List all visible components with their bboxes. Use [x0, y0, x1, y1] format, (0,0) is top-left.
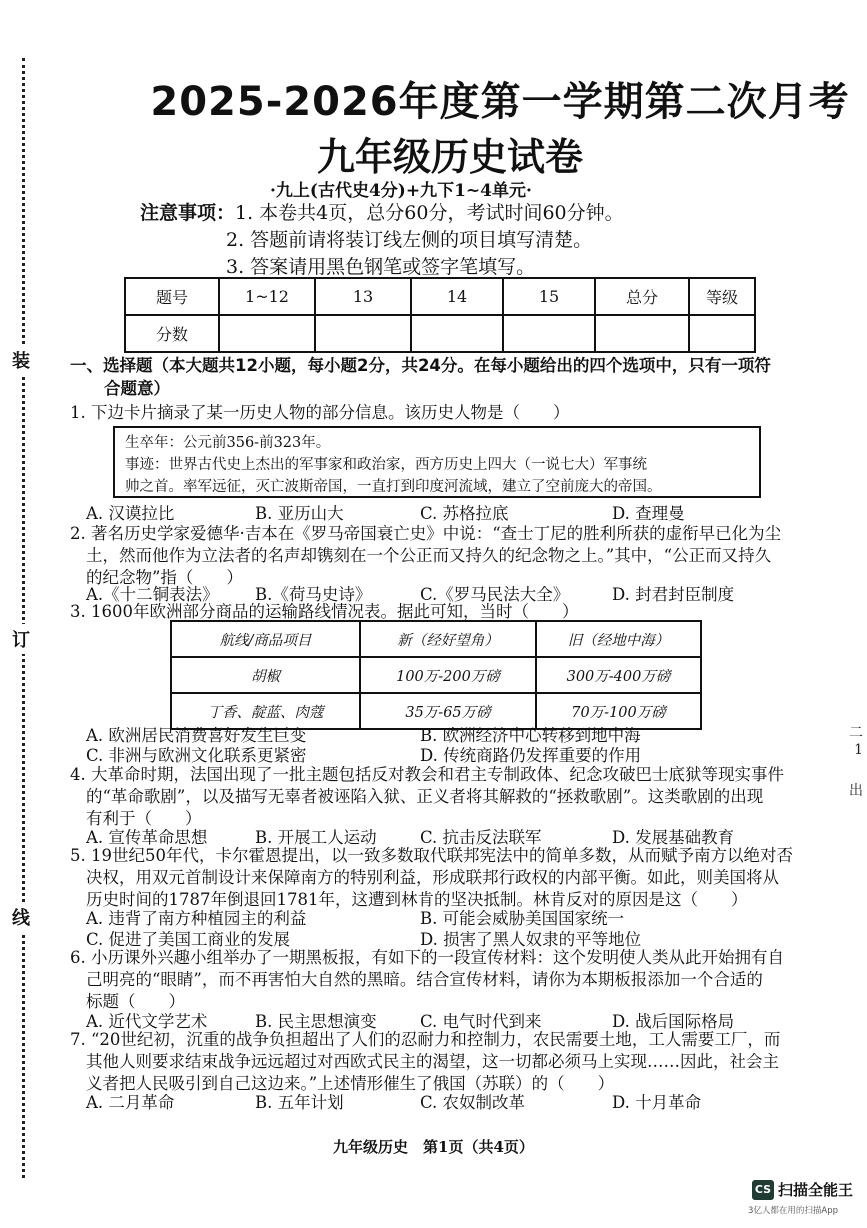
score-header-cell: 总分 — [595, 278, 689, 315]
option[interactable]: C. 抗击反法联军 — [420, 828, 542, 847]
option[interactable]: A.《十二铜表法》 — [86, 585, 219, 604]
edge-mark-2: 1 — [854, 742, 863, 758]
question-5-options-row1 — [0, 905, 745, 927]
card-line: 事迹：世界古代史上杰出的军事家和政治家，西方历史上四大（一说七大）军事统 — [125, 457, 647, 473]
option[interactable]: C. 农奴制改革 — [420, 1093, 526, 1112]
option[interactable]: D. 损害了黑人奴隶的平等地位 — [420, 930, 642, 949]
question-5-options-row2 — [0, 926, 745, 948]
option[interactable]: A. 近代文学艺术 — [86, 1012, 208, 1031]
binding-label-xian: 线 — [12, 902, 30, 932]
stem-line: 有利于（ ） — [86, 809, 202, 828]
question-6-stem — [70, 947, 815, 1013]
score-table — [124, 277, 756, 353]
score-header-cell: 1~12 — [219, 278, 315, 315]
question-4-stem — [70, 764, 815, 830]
trade-table-header — [171, 621, 701, 657]
option[interactable]: B. 亚历山大 — [255, 504, 344, 523]
exam-notes — [140, 200, 624, 281]
stem-line: 的纪念物”指（ ） — [86, 568, 243, 587]
score-header-cell: 等级 — [689, 278, 755, 315]
section-title-line: 一、选择题（本大题共12小题，每小题2分，共24分。在每小题给出的四个选项中，只有一项符 — [70, 356, 771, 375]
question-2-options — [0, 581, 745, 603]
binding-label-zhuang: 装 — [12, 345, 30, 375]
option[interactable]: B. 欧洲经济中心转移到地中海 — [420, 726, 641, 745]
question-1-stem: 1. 下边卡片摘录了某一历史人物的部分信息。该历史人物是（ ） — [70, 403, 570, 422]
card-line: 生卒年：公元前356-前323年。 — [125, 435, 331, 451]
trade-cell: 100万-200万磅 — [360, 657, 536, 693]
camscanner-logo-icon: CS — [752, 1180, 774, 1200]
score-cell[interactable] — [503, 315, 595, 352]
question-3-stem: 3. 1600年欧洲部分商品的运输路线情况表。据此可知，当时（ ） — [70, 602, 579, 621]
camscanner-tagline: 3亿人都在用的扫描App — [748, 1206, 839, 1216]
trade-table-row — [171, 657, 701, 693]
section-title-line: 合题意） — [104, 379, 170, 398]
stem-line: 2. 著名历史学家爱德华·吉本在《罗马帝国衰亡史》中说：“查士丁尼的胜利所获的虚衔早已化为尘 — [70, 524, 782, 543]
stem-line: 4. 大革命时期，法国出现了一批主题包括反对教会和君主专制政体、纪念攻破巴士底狱等现实事件 — [70, 765, 784, 784]
stem-line: 5. 19世纪50年代，卡尔霍恩提出，以一致多数取代联邦宪法中的简单多数，从而赋予南方以绝对否 — [70, 846, 793, 865]
note-item: 2. 答题前请将装订线左侧的项目填写清楚。 — [226, 229, 593, 251]
edge-mark-3: 出 — [849, 783, 863, 799]
option[interactable]: D. 十月革命 — [612, 1093, 702, 1112]
option[interactable]: D. 封君封臣制度 — [612, 585, 735, 604]
option[interactable]: A. 二月革命 — [86, 1093, 175, 1112]
page-footer: 九年级历史 第1页（共4页） — [333, 1138, 534, 1156]
stem-line: 6. 小历课外兴趣小组举办了一期黑板报，有如下的一段宣传材料：这个发明使人类从此开始拥有自 — [70, 948, 784, 967]
option[interactable]: C.《罗马民法大全》 — [420, 585, 570, 604]
question-7-stem — [70, 1029, 815, 1095]
score-header-cell: 14 — [411, 278, 503, 315]
option[interactable]: D. 查理曼 — [612, 504, 685, 523]
trade-cell: 丁香、靛蓝、肉蔻 — [171, 693, 360, 729]
score-header-cell: 题号 — [125, 278, 219, 315]
trade-cell: 胡椒 — [171, 657, 360, 693]
question-7-options — [0, 1089, 745, 1111]
note-item: 3. 答案请用黑色钢笔或签字笔填写。 — [226, 256, 536, 278]
score-row-label: 分数 — [125, 315, 219, 352]
option[interactable]: C. 促进了美国工商业的发展 — [86, 930, 291, 949]
question-3-options-row2 — [0, 742, 745, 764]
score-cell[interactable] — [219, 315, 315, 352]
option[interactable]: A. 汉谟拉比 — [86, 504, 175, 523]
score-header-cell: 15 — [503, 278, 595, 315]
score-cell[interactable] — [315, 315, 411, 352]
exam-subtitle: 九年级历史试卷 — [316, 135, 583, 179]
question-1-card — [113, 426, 761, 498]
trade-header-cell: 航线/商品项目 — [171, 621, 360, 657]
option[interactable]: A. 欧洲居民消费喜好发生巨变 — [86, 726, 307, 745]
card-line: 帅之首。率军远征，灭亡波斯帝国，一直打到印度河流域，建立了空前庞大的帝国。 — [125, 479, 662, 495]
camscanner-name: 扫描全能王 — [778, 1181, 854, 1199]
stem-line: 土，然而他作为立法者的名声却镌刻在一个公正而又持久的纪念物之上。”其中，“公正而又持久 — [86, 546, 772, 565]
notes-label: 注意事项： — [140, 202, 236, 224]
question-5-stem — [70, 845, 815, 911]
note-item: 1. 本卷共4页，总分60分，考试时间60分钟。 — [235, 202, 624, 224]
question-3-options-row1 — [0, 722, 745, 744]
score-table-score-row — [125, 315, 755, 352]
option[interactable]: C. 苏格拉底 — [420, 504, 509, 523]
option[interactable]: D. 传统商路仍发挥重要的作用 — [420, 746, 642, 765]
stem-line: 决权，用双元首制设计来保障南方的特别利益，形成联邦行政权的内部平衡。如此，则美国将从 — [86, 868, 779, 887]
question-4-options — [0, 824, 745, 846]
question-1-options — [0, 500, 745, 522]
option[interactable]: C. 电气时代到来 — [420, 1012, 542, 1031]
trade-header-cell: 新（经好望角） — [360, 621, 536, 657]
trade-header-cell: 旧（经地中海） — [536, 621, 701, 657]
option[interactable]: A. 违背了南方种植园主的利益 — [86, 909, 307, 928]
score-table-header-row — [125, 278, 755, 315]
option[interactable]: D. 战后国际格局 — [612, 1012, 735, 1031]
option[interactable]: D. 发展基础教育 — [612, 828, 735, 847]
score-cell[interactable] — [689, 315, 755, 352]
stem-line: 其他人则要求结束战争远远超过对西欧式民主的渴望，这一切都必须马上实现……因此，社会主 — [86, 1052, 779, 1071]
stem-line: 的“革命歌剧”，以及描写无辜者被诬陷入狱、正义者将其解救的“拯救歌剧”。这类歌剧的出现 — [86, 787, 764, 806]
score-cell[interactable] — [411, 315, 503, 352]
option[interactable]: B. 可能会威胁美国国家统一 — [420, 909, 625, 928]
option[interactable]: C. 非洲与欧洲文化联系更紧密 — [86, 746, 307, 765]
score-header-cell: 13 — [315, 278, 411, 315]
stem-line: 己明亮的“眼睛”，而不再害怕大自然的黑暗。结合宣传材料，请你为本期板报添加一个合适的 — [86, 970, 763, 989]
exam-scope: ·九上(古代史4分)+九下1~4单元· — [270, 181, 532, 201]
option[interactable]: B. 民主思想演变 — [255, 1012, 377, 1031]
question-2-stem — [70, 523, 815, 589]
option[interactable]: B. 开展工人运动 — [255, 828, 377, 847]
edge-mark-1: 二 — [849, 725, 863, 741]
option[interactable]: B.《荷马史诗》 — [255, 585, 372, 604]
section-title — [70, 354, 815, 400]
exam-title: 2025-2026年度第一学期第二次月考 — [150, 79, 850, 125]
question-6-options — [0, 1008, 745, 1030]
option[interactable]: B. 五年计划 — [255, 1093, 344, 1112]
trade-cell: 70万-100万磅 — [536, 693, 701, 729]
binding-label-ding: 订 — [12, 624, 30, 654]
stem-line: 义者把人民吸引到自己这边来。”上述情形催生了俄国（苏联）的（ ） — [86, 1074, 615, 1093]
stem-line: 7. “20世纪初，沉重的战争负担超出了人们的忍耐力和控制力，农民需要土地，工人需要工厂，而 — [70, 1030, 781, 1049]
stem-line: 标题（ ） — [86, 992, 185, 1011]
option[interactable]: A. 宣传革命思想 — [86, 828, 208, 847]
trade-cell: 35万-65万磅 — [360, 693, 536, 729]
trade-route-table — [170, 620, 702, 730]
trade-cell: 300万-400万磅 — [536, 657, 701, 693]
stem-line: 历史时间的1787年倒退回1781年，这遭到林肯的坚决抵制。林肯反对的原因是这（ ） — [86, 890, 748, 909]
score-cell[interactable] — [595, 315, 689, 352]
